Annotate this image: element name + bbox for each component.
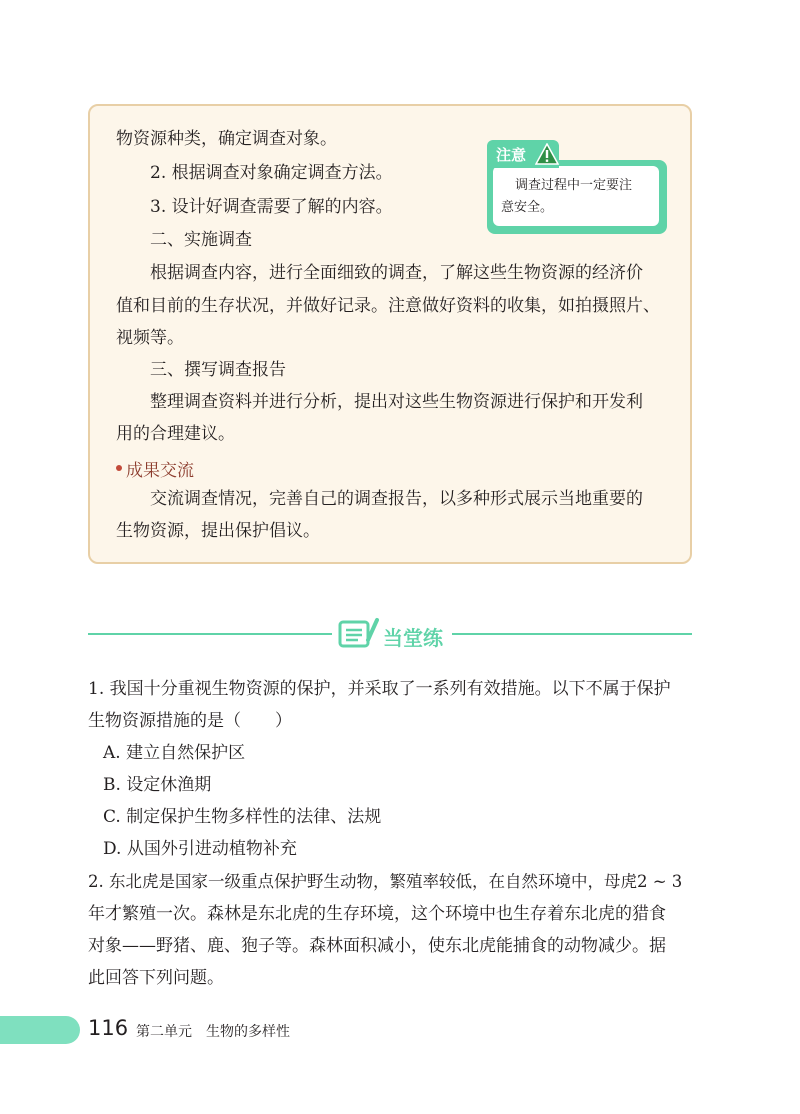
page-number: 116 [88, 1016, 129, 1040]
question-line: 此回答下列问题。 [88, 968, 224, 988]
practice-title: 当堂练 [383, 626, 443, 650]
question-line: 生物资源措施的是（ ） [88, 711, 292, 731]
note-callout [487, 140, 667, 234]
box-line: 三、撰写调查报告 [150, 360, 286, 380]
option-b: B. 设定休渔期 [103, 775, 212, 795]
results-heading: 成果交流 [126, 461, 194, 481]
question-line: 年才繁殖一次。森林是东北虎的生存环境，这个环境中也生存着东北虎的猎食 [88, 904, 666, 924]
box-line: 生物资源，提出保护倡议。 [116, 521, 320, 541]
box-line: 物资源种类，确定调查对象。 [116, 129, 337, 149]
box-line: 视频等。 [116, 328, 184, 348]
box-line: 用的合理建议。 [116, 424, 235, 444]
warning-icon [535, 143, 559, 165]
box-line: 根据调查内容，进行全面细致的调查，了解这些生物资源的经济价 [150, 263, 643, 283]
section-rule-left [88, 633, 332, 635]
question-line: 2. 东北虎是国家一级重点保护野生动物，繁殖率较低，在自然环境中，母虎2 ~ 3 [88, 872, 683, 891]
question-line: 1. 我国十分重视生物资源的保护，并采取了一系列有效措施。以下不属于保护 [88, 679, 671, 699]
bullet-dot [116, 465, 122, 471]
question-line: 对象——野猪、鹿、狍子等。森林面积减小，使东北虎能捕食的动物减少。据 [88, 936, 666, 956]
note-line: 调查过程中一定要注 [515, 178, 633, 193]
option-d: D. 从国外引进动植物补充 [103, 839, 297, 859]
footer-unit-title: 第二单元 生物的多样性 [136, 1024, 290, 1040]
box-line: 二、实施调查 [150, 230, 252, 250]
note-title: 注意 [496, 146, 527, 164]
option-c: C. 制定保护生物多样性的法律、法规 [103, 807, 382, 827]
note-line: 意安全。 [501, 200, 554, 215]
box-line: 3. 设计好调查需要了解的内容。 [150, 197, 393, 217]
notebook-pencil-icon [338, 616, 380, 650]
note-body [487, 160, 667, 234]
section-rule-right [452, 633, 692, 635]
box-line: 值和目前的生存状况，并做好记录。注意做好资料的收集，如拍摄照片、 [116, 296, 660, 316]
box-line: 交流调查情况，完善自己的调查报告，以多种形式展示当地重要的 [150, 489, 643, 509]
box-line: 2. 根据调查对象确定调查方法。 [150, 163, 393, 183]
option-a: A. 建立自然保护区 [103, 743, 246, 763]
box-line: 整理调查资料并进行分析，提出对这些生物资源进行保护和开发利 [150, 392, 643, 412]
footer-accent-bar [0, 1016, 80, 1044]
note-inner [493, 166, 659, 226]
